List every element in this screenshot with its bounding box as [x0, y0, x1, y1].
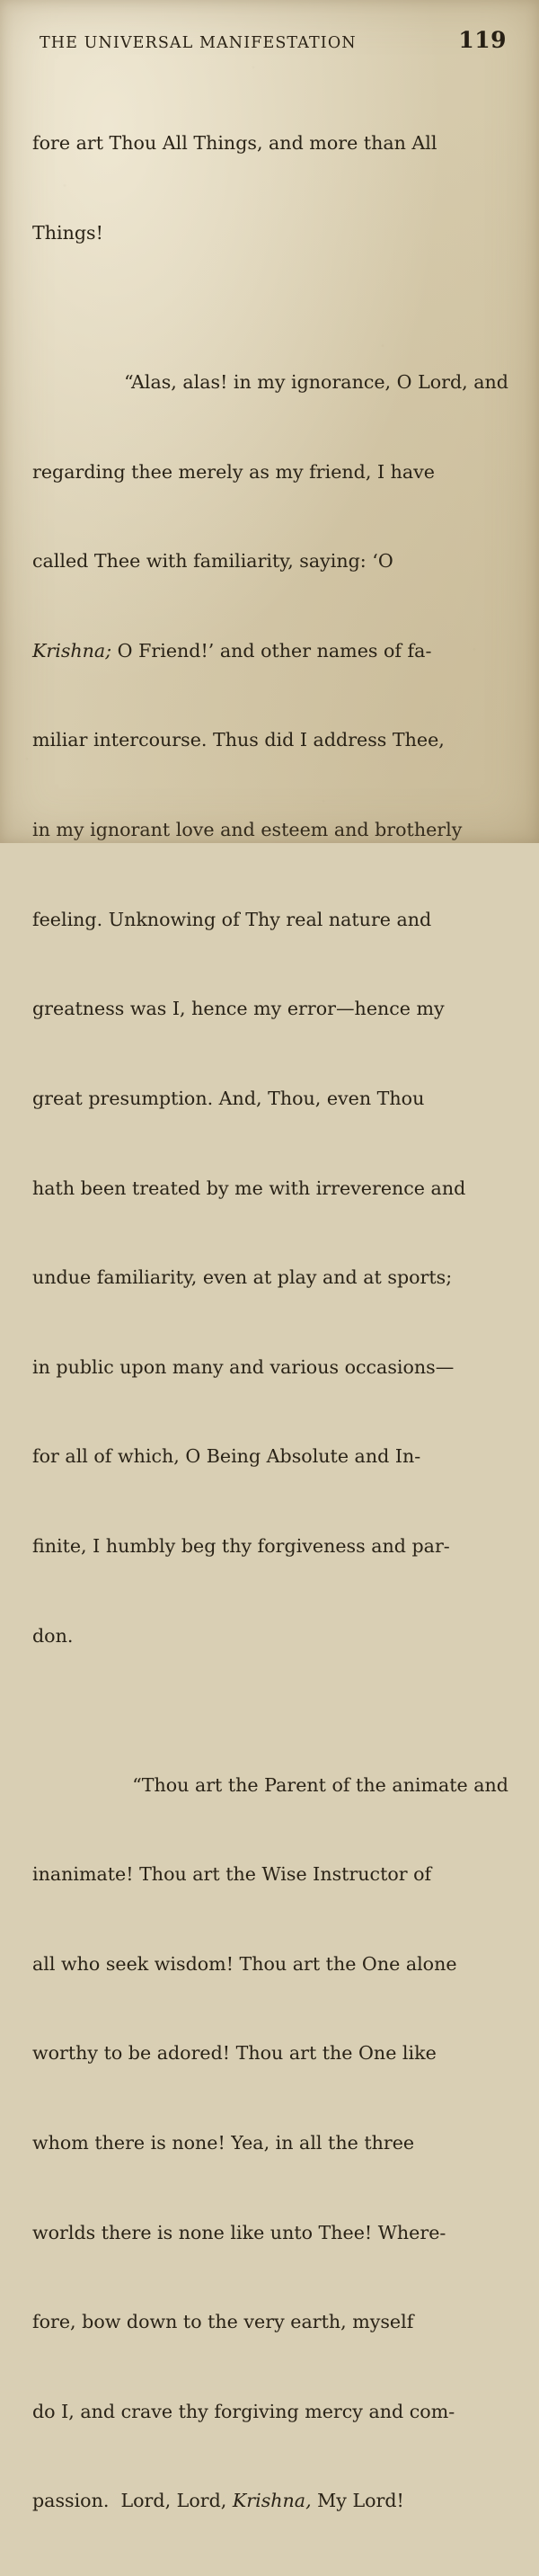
text-line	[32, 1084, 508, 1114]
text-line	[32, 2218, 508, 2248]
paragraph-1	[32, 69, 508, 308]
page-number: 119	[458, 27, 507, 53]
text-line	[32, 218, 508, 248]
line-text: all who seek wisdom! Thou art the One alone	[32, 1952, 457, 1975]
paragraph-indent	[32, 1771, 52, 1800]
text-line	[32, 815, 508, 845]
line-text: called Thee with familiarity, saying: ‘O	[32, 550, 393, 573]
line-text: undue familiarity, even at play and at sports;	[32, 1266, 453, 1289]
line-text: greatness was I, hence my error—hence my	[32, 998, 445, 1020]
line-text: hath been treated by me with irreverence and	[32, 1177, 466, 1199]
text-line	[32, 1860, 508, 1889]
line-text: worlds there is none like unto Thee! Where-	[32, 2221, 446, 2243]
line-text: worthy to be adored! Thou art the One like	[32, 2042, 437, 2065]
line-text: in my ignorant love and esteem and brotherly	[32, 819, 463, 841]
body-text	[32, 69, 508, 2576]
text-line	[32, 368, 508, 397]
line-text: “Alas, alas! in my ignorance, O Lord, and	[124, 371, 508, 394]
line-text: “Thou art the Parent of the animate and	[132, 1773, 508, 1796]
paragraph-indent	[32, 368, 52, 397]
line-text: in public upon many and various occasions—	[32, 1355, 455, 1378]
line-text: fore, bow down to the very earth, myself	[32, 2311, 414, 2333]
text-line	[32, 905, 508, 935]
text-line	[32, 2039, 508, 2068]
line-text: miliar intercourse. Thus did I address Thee,	[32, 729, 445, 751]
running-head	[40, 27, 507, 55]
text-line	[32, 1950, 508, 1979]
line-text: great presumption. And, Thou, even Thou	[32, 1087, 425, 1109]
text-line	[32, 1621, 508, 1651]
text-line	[32, 2128, 508, 2158]
text-line	[32, 2397, 508, 2427]
line-text: for all of which, O Being Absolute and In-	[32, 1445, 421, 1468]
text-line: passion. Lord, Lord, Krishna, My Lord!	[32, 2490, 404, 2512]
line-text: don.	[32, 1624, 74, 1647]
text-line	[32, 1532, 508, 1561]
text-line	[32, 725, 508, 755]
line-text: inanimate! Thou art the Wise Instructor of	[32, 1863, 432, 1886]
text-line: Krishna; O Friend!’ and other names of fa-	[32, 639, 432, 662]
line-text: finite, I humbly beg thy forgiveness and par-	[32, 1534, 450, 1557]
text-line	[32, 1263, 508, 1292]
text-line	[32, 2307, 508, 2337]
italic-krishna: Krishna,	[232, 2490, 312, 2512]
text-line	[32, 1771, 508, 1800]
text-line	[32, 1442, 508, 1471]
text-line	[32, 1174, 508, 1204]
text-line	[32, 1353, 508, 1382]
text-line	[32, 546, 508, 576]
paragraph-3	[32, 1710, 508, 2576]
line-text: fore art Thou All Things, and more than All	[32, 132, 437, 155]
line-text: feeling. Unknowing of Thy real nature and	[32, 908, 432, 930]
text-line	[32, 129, 508, 158]
text-line	[32, 994, 508, 1024]
italic-krishna: Krishna;	[32, 639, 112, 662]
running-head-title: THE UNIVERSAL MANIFESTATION	[40, 34, 357, 52]
line-text: regarding thee merely as my friend, I have	[32, 460, 435, 483]
line-text: whom there is none! Yea, in all the three	[32, 2132, 415, 2154]
line-text: Things!	[32, 222, 103, 244]
paragraph-2	[32, 308, 508, 1711]
line-text: do I, and crave thy forgiving mercy and com-	[32, 2400, 455, 2422]
text-line	[32, 457, 508, 487]
